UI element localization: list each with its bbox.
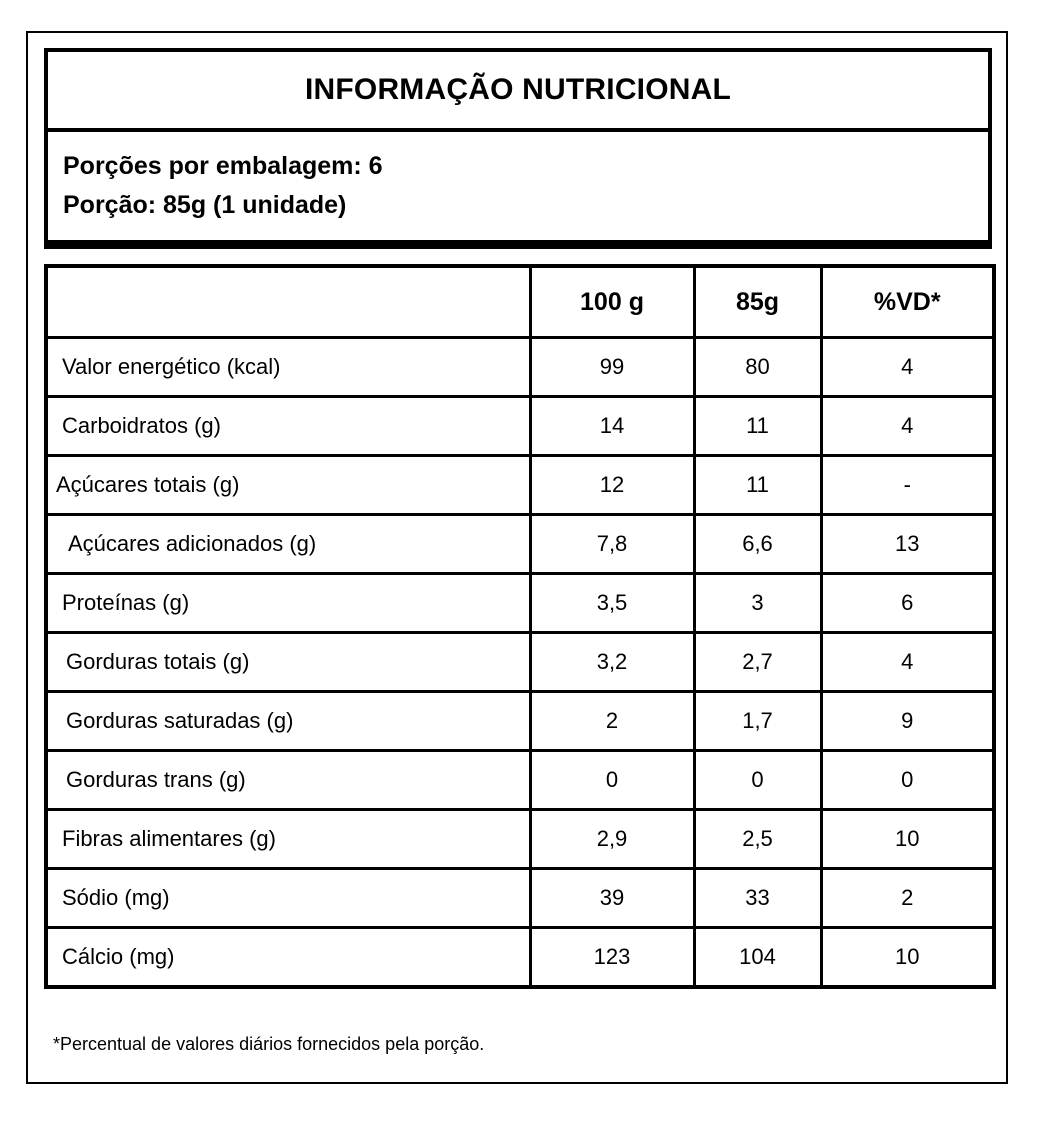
row-value-100g: 12 [530, 456, 694, 515]
row-label: Gorduras saturadas (g) [46, 692, 530, 751]
nutrition-table [44, 264, 996, 989]
table-row [46, 338, 994, 397]
header-nutrient [46, 266, 530, 338]
table-row [46, 810, 994, 869]
row-value-portion: 3 [694, 574, 821, 633]
row-label: Gorduras totais (g) [46, 633, 530, 692]
row-label: Proteínas (g) [46, 574, 530, 633]
row-value-100g: 3,2 [530, 633, 694, 692]
row-value-portion: 33 [694, 869, 821, 928]
row-label: Gorduras trans (g) [46, 751, 530, 810]
table-row [46, 397, 994, 456]
header-100g: 100 g [530, 266, 694, 338]
row-value-100g: 2 [530, 692, 694, 751]
table-row [46, 456, 994, 515]
row-label: Cálcio (mg) [46, 928, 530, 988]
table-row [46, 869, 994, 928]
title-box [44, 48, 992, 132]
label-title: INFORMAÇÃO NUTRICIONAL [304, 73, 732, 106]
row-value-100g: 39 [530, 869, 694, 928]
row-value-100g: 123 [530, 928, 694, 988]
table-header-row [46, 266, 994, 338]
row-value-100g: 3,5 [530, 574, 694, 633]
row-value-vd: 4 [821, 338, 994, 397]
row-value-vd: - [821, 456, 994, 515]
row-label: Valor energético (kcal) [46, 338, 530, 397]
row-value-vd: 2 [821, 869, 994, 928]
table-row [46, 515, 994, 574]
footnote: *Percentual de valores diários fornecidos pela porção. [53, 1034, 485, 1054]
row-value-100g: 14 [530, 397, 694, 456]
row-value-portion: 104 [694, 928, 821, 988]
row-value-vd: 13 [821, 515, 994, 574]
row-value-vd: 0 [821, 751, 994, 810]
servings-per-package: Porções por embalagem: 6 [63, 152, 383, 180]
row-value-vd: 9 [821, 692, 994, 751]
row-value-portion: 2,7 [694, 633, 821, 692]
table-row [46, 928, 994, 988]
row-value-vd: 10 [821, 810, 994, 869]
row-value-portion: 1,7 [694, 692, 821, 751]
row-value-100g: 0 [530, 751, 694, 810]
header-vd: %VD* [821, 266, 994, 338]
row-value-portion: 6,6 [694, 515, 821, 574]
row-value-vd: 10 [821, 928, 994, 988]
row-value-vd: 4 [821, 633, 994, 692]
row-value-vd: 4 [821, 397, 994, 456]
row-value-100g: 2,9 [530, 810, 694, 869]
row-value-vd: 6 [821, 574, 994, 633]
row-label: Açúcares adicionados (g) [46, 515, 530, 574]
row-label: Carboidratos (g) [46, 397, 530, 456]
row-label: Sódio (mg) [46, 869, 530, 928]
table-row [46, 633, 994, 692]
row-value-portion: 80 [694, 338, 821, 397]
row-value-100g: 7,8 [530, 515, 694, 574]
row-value-portion: 11 [694, 397, 821, 456]
table-row [46, 751, 994, 810]
row-value-portion: 11 [694, 456, 821, 515]
table-row [46, 574, 994, 633]
servings-box [44, 128, 992, 249]
row-label: Açúcares totais (g) [46, 456, 530, 515]
portion-size: Porção: 85g (1 unidade) [63, 191, 347, 219]
row-value-portion: 2,5 [694, 810, 821, 869]
row-value-100g: 99 [530, 338, 694, 397]
row-value-portion: 0 [694, 751, 821, 810]
header-portion: 85g [694, 266, 821, 338]
row-label: Fibras alimentares (g) [46, 810, 530, 869]
table-row [46, 692, 994, 751]
